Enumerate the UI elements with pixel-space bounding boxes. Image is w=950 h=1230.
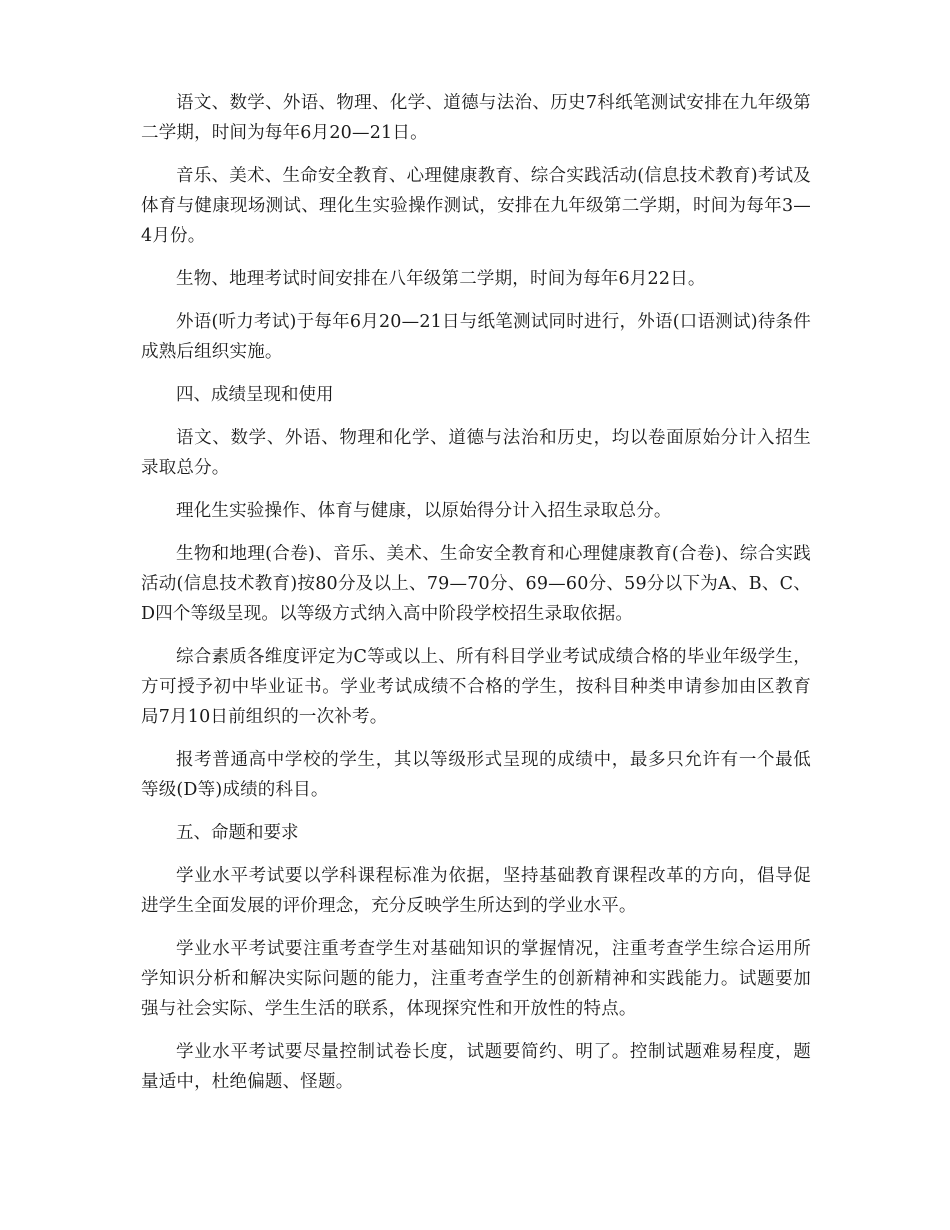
document-page <box>141 88 811 1110</box>
paragraph-graduation: 综合素质各维度评定为C等或以上、所有科目学业考试成绩合格的毕业年级学生，方可授予初中毕业证书。学业考试成绩不合格的学生，按科目种类申请参加由区教育局7月10日前组织的一次补考。 <box>141 647 811 727</box>
paragraph-high-school-limit: 报考普通高中学校的学生，其以等级形式呈现的成绩中，最多只允许有一个最低等级(D等)成绩的科目。 <box>141 750 811 800</box>
paragraph-paper-length: 学业水平考试要尽量控制试卷长度，试题要简约、明了。控制试题难易程度，题量适中，杜绝偏题、怪题。 <box>141 1042 811 1092</box>
section-heading-scores: 四、成绩呈现和使用 <box>176 385 334 405</box>
paragraph-exam-schedule: 语文、数学、外语、物理、化学、道德与法治、历史7科纸笔测试安排在九年级第二学期，时间为每年6月20—21日。 <box>141 93 811 143</box>
paragraph-ability-focus: 学业水平考试要注重考查学生对基础知识的掌握情况，注重考查学生综合运用所学知识分析和解决实际问题的能力，注重考查学生的创新精神和实践能力。试题要加强与社会实际、学生生活的联系，体现探究性和开放性的特点。 <box>141 939 811 1019</box>
paragraph-raw-scores: 语文、数学、外语、物理和化学、道德与法治和历史，均以卷面原始分计入招生录取总分。 <box>141 428 811 478</box>
paragraph-lab-pe-scores: 理化生实验操作、体育与健康，以原始得分计入招生录取总分。 <box>176 501 672 521</box>
paragraph-biology-geography: 生物、地理考试时间安排在八年级第二学期，时间为每年6月22日。 <box>176 269 706 289</box>
paragraph-grade-levels: 生物和地理(合卷)、音乐、美术、生命安全教育和心理健康教育(合卷)、综合实践活动(信息技术教育)按80分及以上、79—70分、69—60分、59分以下为A、B、C、D四个等级呈现。以等级方式纳入高中阶段学校招生录取依据。 <box>141 544 811 624</box>
paragraph-foreign-language: 外语(听力考试)于每年6月20—21日与纸笔测试同时进行，外语(口语测试)待条件成熟后组织实施。 <box>141 312 811 362</box>
paragraph-curriculum-basis: 学业水平考试要以学科课程标准为依据，坚持基础教育课程改革的方向，倡导促进学生全面发展的评价理念，充分反映学生所达到的学业水平。 <box>141 866 811 916</box>
paragraph-practical-tests: 音乐、美术、生命安全教育、心理健康教育、综合实践活动(信息技术教育)考试及体育与健康现场测试、理化生实验操作测试，安排在九年级第二学期，时间为每年3—4月份。 <box>141 166 811 246</box>
section-heading-questions: 五、命题和要求 <box>176 823 299 843</box>
